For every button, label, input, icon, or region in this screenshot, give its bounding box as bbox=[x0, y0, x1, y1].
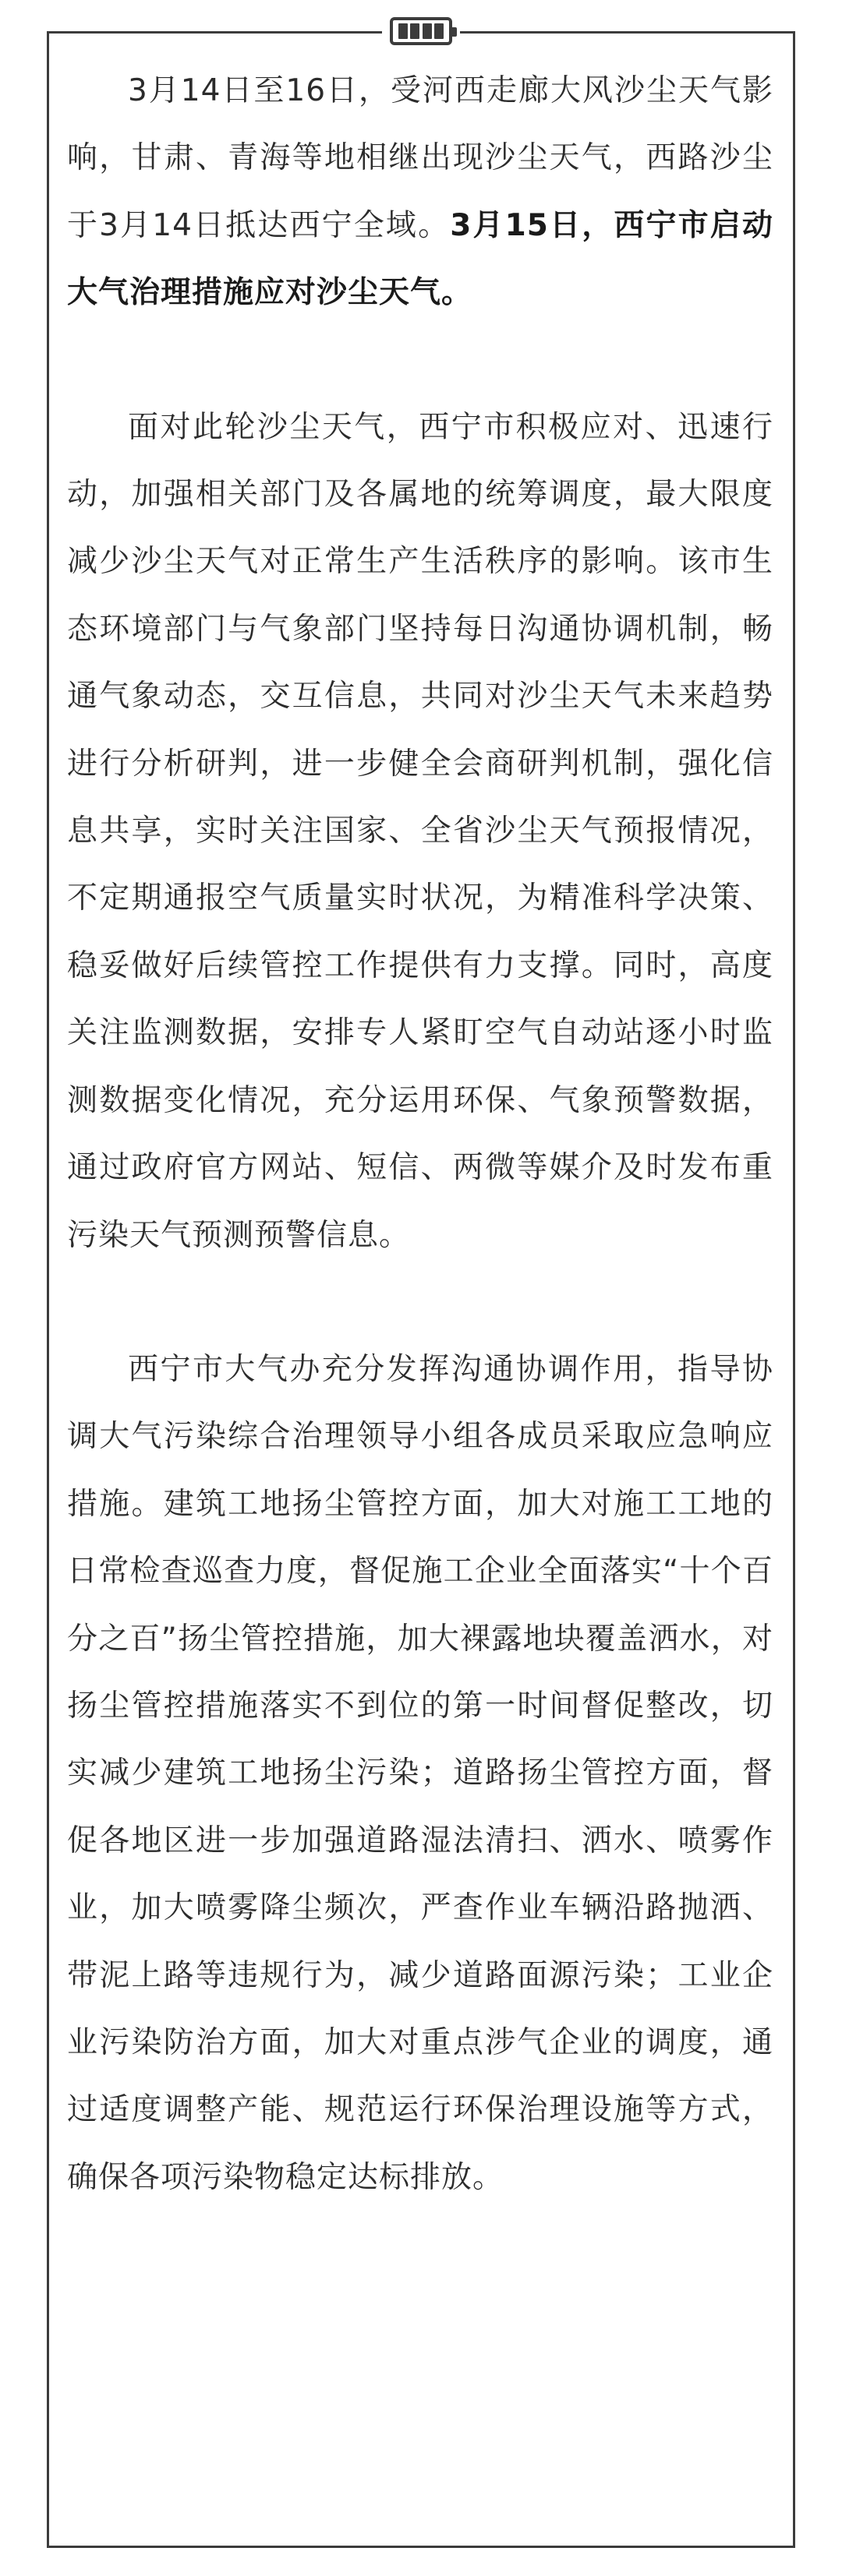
paragraph-1-bold-text: 3月15日，西宁市启动大气治理措施应对沙尘天气。 bbox=[67, 207, 773, 311]
paragraph-1 bbox=[67, 58, 773, 327]
battery-cell bbox=[398, 23, 408, 39]
paragraph-3: 西宁市大气办充分发挥沟通协调作用，指导协调大气污染综合治理领导小组各成员采取应急响应措施。建筑工地扬尘管控方面，加大对施工工地的日常检查巡查力度，督促施工企业全面落实“十个百分之百”扬尘管控措施，加大裸露地块覆盖洒水，对扬尘管控措施落实不到位的第一时间督促整改，切实减少建筑工地扬尘污染；道路扬尘管控方面，督促各地区进一步加强道路湿法清扫、洒水、喷雾作业，加大喷雾降尘频次，严查作业车辆沿路抛洒、带泥上路等违规行为，减少道路面源污染；工业企业污染防治方面，加大对重点涉气企业的调度，通过适度调整产能、规范运行环保治理设施等方式，确保各项污染物稳定达标排放。 bbox=[67, 1351, 773, 2195]
article-body bbox=[67, 58, 773, 2211]
battery-cell bbox=[423, 23, 432, 39]
battery-icon bbox=[390, 17, 452, 45]
paragraph-1-text: 3月14日至16日，受河西走廊大风沙尘天气影响，甘肃、青海等地相继出现沙尘天气，西路沙尘于3月14日抵达西宁全域。 bbox=[67, 73, 773, 243]
frame-badge bbox=[382, 11, 460, 51]
battery-cell bbox=[434, 23, 444, 39]
paragraph-2: 面对此轮沙尘天气，西宁市积极应对、迅速行动，加强相关部门及各属地的统筹调度，最大限度减少沙尘天气对正常生产生活秩序的影响。该市生态环境部门与气象部门坚持每日沟通协调机制，畅通气象动态，交互信息，共同对沙尘天气未来趋势进行分析研判，进一步健全会商研判机制，强化信息共享，实时关注国家、全省沙尘天气预报情况，不定期通报空气质量实时状况，为精准科学决策、稳妥做好后续管控工作提供有力支撑。同时，高度关注监测数据，安排专人紧盯空气自动站逐小时监测数据变化情况，充分运用环保、气象预警数据，通过政府官方网站、短信、两微等媒介及时发布重污染天气预测预警信息。 bbox=[67, 409, 773, 1253]
battery-cell bbox=[410, 23, 419, 39]
